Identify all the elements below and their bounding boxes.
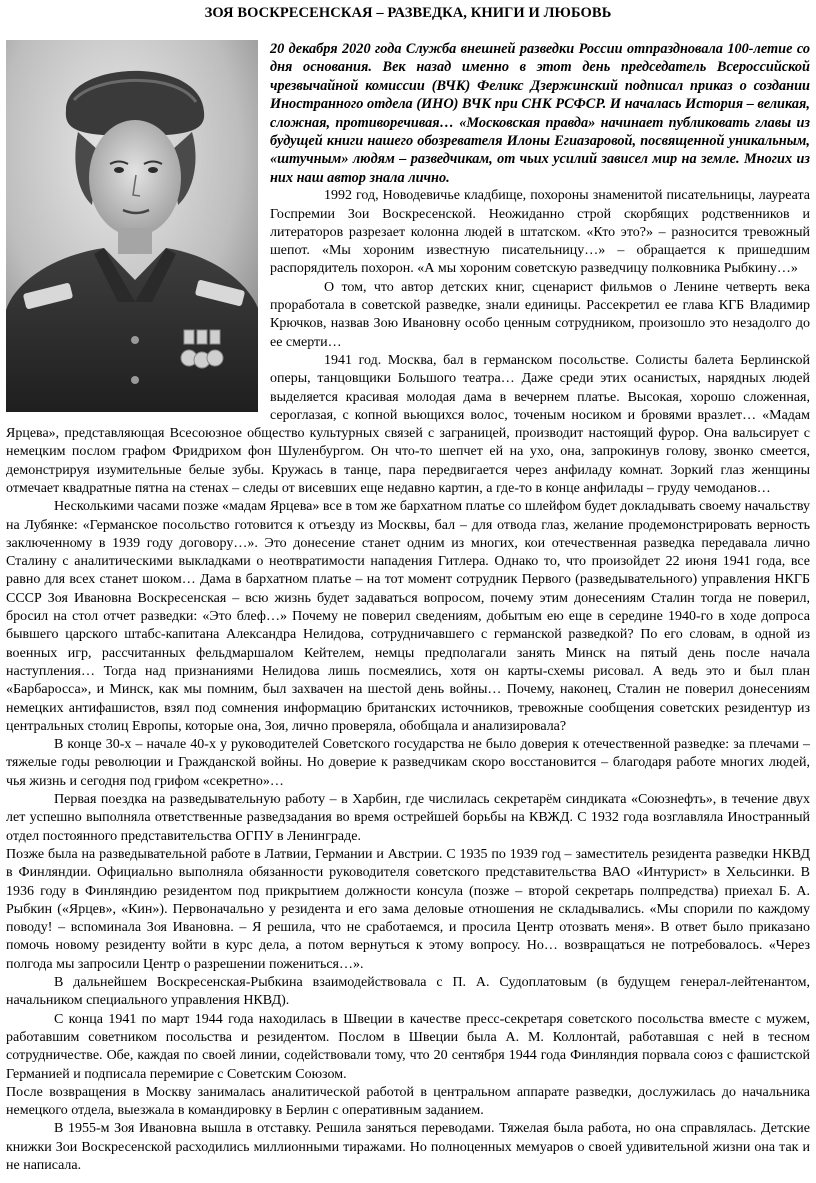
article-paragraph: В дальнейшем Воскресенская-Рыбкина взаимодействовала с П. А. Судоплатовым (в будущем генерал-лейтенантом, начальником специального управления НКВД). <box>6 975 810 1009</box>
article-paragraph: В конце 30-х – начале 40-х у руководителей Советского государства не было доверия к отечественной разведке: за плечами – тяжелые годы революции и Гражданской войны. Но доверие к разведчикам скоро восстановится – благодаря работе многих людей, чья жизнь и сегодня под грифом «секретно»… <box>6 737 810 789</box>
article-paragraph: С конца 1941 по март 1944 года находилась в Швеции в качестве пресс-секретаря советского посольства вместе с мужем, работавшим советником посольства и резидентом. Послом в Швеции была А. М. Коллонтай, работавшая с ней в тесном сотрудничестве. Обе, каждая по своей линии, содействовали тому, что 20 сентября 1944 года Финляндия порвала союз с фашистской Германией и подписала перемирие с Советским Союзом. <box>6 1011 810 1082</box>
article-paragraph: В 1955-м Зоя Ивановна вышла в отставку. Решила заняться переводами. Тяжелая была работа, но она справлялась. Детские книжки Зои Воскресенской расходились миллионными тиражами. Но полноценных мемуаров о своей удивительной жизни она так и не написала. <box>6 1121 810 1173</box>
article-paragraph: 1941 год. Москва, бал в германском посольстве. Солисты балета Берлинской оперы, танцовщики Большого театра… Даже среди этих осанистых, нарядных людей выделяется красивая молодая дама в вечернем платье. Высокая, хорошо сложенная, сероглазая, с копной вьющихся волос, точеным носиком и бровями вразлет… «Мадам Ярцева», представляющая Всесоюзное общество культурных связей с заграницей, производит настоящий фурор. Она вальсирует с немецким послом графом Фридрихом фон Шуленбургом. Он что-то шепчет ей на ухо, она, запрокинув голову, звонко смеется, демонстрируя изумительные белые зубы. Кружась в танце, пара передвигается через анфиладу комнат. Зоркий глаз женщины отмечает квадратные пятна на стенах – следы от висевших еще недавно картин, а где-то в конце анфилады – груду чемоданов… <box>6 352 810 496</box>
article-paragraph: О том, что автор детских книг, сценарист фильмов о Ленине четверть века проработала в советской разведке, знали единицы. Рассекретил ее глава КГБ Владимир Крючков, назвав Зою Ивановну особо ценным сотрудником, произошло это незадолго до ее смерти… <box>270 279 810 350</box>
article-title: ЗОЯ ВОСКРЕСЕНСКАЯ – РАЗВЕДКА, КНИГИ И ЛЮБОВЬ <box>204 5 612 21</box>
article-paragraph: 1992 год, Новодевичье кладбище, похороны знаменитой писательницы, лауреата Госпремии Зои Воскресенской. Неожиданно строй скорбящих родственников и литераторов разрезает колонна людей в штатском. «Кто это?» – разносится тревожный шепот. «Мы хороним известную писательницу…» – обращается к пришедшим распорядитель похорон. «А мы хороним советскую разведчицу полковника Рыбкину…» <box>270 188 810 277</box>
article-lead: 20 декабря 2020 года Служба внешней разведки России отпраздновала 100-летие со дня основания. Век назад именно в этот день председатель Всероссийской чрезвычайной комиссии (ВЧК) Феликс Дзержинский подписал приказ о создании Иностранного отдела (ИНО) ВЧК при СНК РСФСР. И началась История – великая, сложная, противоречивая… «Московская правда» начинает публиковать главы из будущей книги нашего обозревателя Илоны Егиазаровой, посвященной уникальным, «штучным» людям – разведчикам, от чьих усилий зависел мир на земле. Многих из них наш автор знала лично. <box>270 41 810 186</box>
article-paragraph: Позже была на разведывательной работе в Латвии, Германии и Австрии. С 1935 по 1939 год – заместитель резидента разведки НКВД в Финляндии. Официально выполняла обязанности руководителя советского представительства ВАО «Интурист» в Хельсинки. В 1936 году в Финляндию резидентом под прикрытием должности консула (позже – второй секретарь полпредства) приехал Б. А. Рыбкин («Ярцев», «Кин»). Первоначально у резидента и его зама деловые отношения не складывались. «Мы спорили по каждому поводу! – вспоминала Зоя Ивановна. – Я решила, что не сработаемся, и просила Центр отозвать меня». В ответ было приказано помочь новому резиденту войти в курс дела, а потом вернуться к этому вопросу. Но… возвращаться не потребовалось. «Через полгода мы запросили Центр о разрешении пожениться…». <box>6 846 810 972</box>
article-paragraph: После возвращения в Москву занималась аналитической работой в центральном аппарате разведки, дослужилась до начальника немецкого отдела, выезжала в командировку в Берлин с оперативным заданием. <box>6 1084 810 1119</box>
article-paragraph: Первая поездка на разведывательную работу – в Харбин, где числилась секретарём синдиката «Союзнефть», в течение двух лет успешно выполняла ответственные разведзадания во время острейшей борьбы на КВЖД. С 1932 года возглавляла Иностранный отдел постоянного представительства ОГПУ в Ленинграде. <box>6 792 810 844</box>
article-paragraph: Несколькими часами позже «мадам Ярцева» все в том же бархатном платье со шлейфом будет докладывать своему начальству на Лубянке: «Германское посольство готовится к отъезду из Москвы, бал – для отвода глаз, желание продемонстрировать верность заключенному в 1939 году договору…». Это донесение станет одним из многих, кои отечественная разведка передавала лично Сталину с аналитическими выкладками о неотвратимости нападения Гитлера. Однако то, что произойдет 22 июня 1941 года, все равно для всех станет шоком… Дама в бархатном платье – на тот момент сотрудник Первого (разведывательного) управления НКГБ СССР Зоя Ивановна Воскресенская – всю жизнь будет задаваться вопросом, почему этим донесениям Сталин тогда не поверил, бросил на стол отчет разведки: «Это блеф…» Почему не поверил сведениям, добытым ею еще в середине 1940-го в ходе допроса бывшего царского штабс-капитана Александра Нелидова, сотрудничавшего с германской разведкой? По его словам, в одной из военных игр, рассчитанных фельдмаршалом Кейтелем, немцы предполагали занять Минск на пятый день после начала наступления… Тогда над признаниями Нелидова лишь посмеялись, хотя он карты-схемы рисовал. А ведь это и был план «Барбаросса», и Минск, как мы помним, был захвачен на шестой день войны… Почему, наконец, Сталин не поверил донесениям немецких антифашистов, взял под сомнения информацию британских источников, тревожные сообщения советских резидентур из центральных столиц Европы, которые она, Зоя, лично проверяла, обобщала и анализировала? <box>6 499 810 734</box>
portrait-photo <box>6 40 258 412</box>
portrait-photo-icon <box>6 40 258 412</box>
